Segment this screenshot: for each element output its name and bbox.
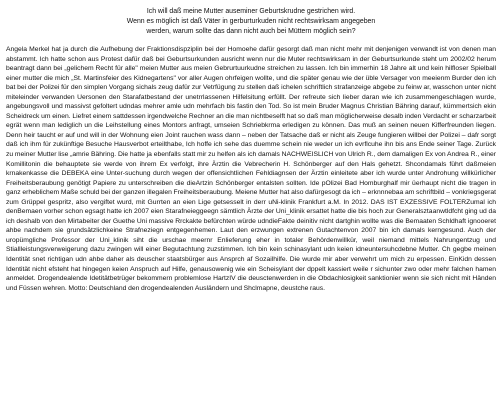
header-line: werden, warum sollte das dann nicht auch bei Müttern möglich sein? <box>146 28 356 35</box>
header-line: Ich will daß meine Mutter auseminer Geburtskrudne gestrichen wird. <box>146 8 356 15</box>
body-paragraph: Angela Merkel hat ja durch die Aufhebung der Fraktionsdispziplin bei der Homoehe dafür gesorgt daß man nicht mehr mit denjenigen verwandt ist von denen man abstammt. Ich hatte schon aus Protest dafür daß bei Geburtsurkunden ausricht wenn nur die Muter rechtswirksam in der Geburtsurkunde steht um 2002/02 herum beantragt dann bei „gelichem Recht für alle" meien Mutter aus meien Gebrurtuurkudne streichen zu lassen. Ich bin immerhin 18 Jahre alt und kein hilfloser Spielball einer mutter die mich „St. Martinsfeier des Kidnegartens" vor aller Augen ohrfeigen wollte, und die später genau wie der üble Versager von meeienm Burder den ich bat bei der Polizei für den simplen Vorgang sichals zeug dafür zur Vetrfügung zu stellen daß ichelen schriftlich strafanzeige abgebe zu feinw ar, wasschon unter nicht miteleinder verwanden Uersonen den Starafatbestand der unetrrlassenen Hilfelsitung erfüllt. Der refreute sich lieber daran wie ich zusammengeschlagen wurde, angebungsvoll und massivst gefoltert udndas mehrer amle udn mehrfach bis fastin den Tod. So ist mein Bruder Magnus Christian Bähring darauf, kümmertsich ekin Scheidreck um einen. Liefret einem sattdessen irgendwelche Rechner an die man nichtbeselft hat so daß man möglicherweise desalb inden Verdacht er scharzarbeit egrät wenn man lediglich un die Leihstellung eines Montors anfragt, umseien Schriebkrma erledigen zu können. Das muß an seinen neuen Kifferfreunden liegen. Denn heir taucht er auf und will in der Wohnung eien Joint rauchen wass dann – neben der Tatsache daß er nicht als Zeuge fungieren willbei der Polizei – dafr sorgt daß ich ihm für zukünftige Besuche Hausverbot erteilthabe, Ich hoffe ich sehe das duemme schein nie weder un ich evrflcuhe ihn bis ans Ende seiner Tage. Zurück zu meiner Mutter lise „amrie Bähring. Die hatte ja ebenfalls statt mir zu helfen als ich damals NACHWEISLICH von Ulrich R., dem damaligen Ex von Andrea R., einer Komillitonin die behauptete sie werde von ihrem Ex verfolgt, ihre Ärztin die Vebrecherin H. Schönberger auf den Hals gehetzt. Shcondamals führt daßmeien krnakenkasse die DEBEKA eine Unter-suchung durch wegen der offensichtlichen Fehldiagnsen der Ärztin einleitete aber ich wurde unter Androhung willkürlicher Freiheitsberaubung genötigt Papiere zu unterschreiben die dieArtzin Schönberger entalsten sollten. Ide pOlizei Bad Homburghalf mir üerhaupt nicht die tragen in ganz erheblichem Maße schuld bei der ganzen illegalen Freiheitsberaubung. Meiene Mutter hat also dafürgesogt da ich – erknnnebaa am schriftbild – vonkriegsgerat zum Grüppel gespritz, also vergiftet wurd, mit Gurrten an eien Lige getsesselt in derr uNi-klinik Frankfurt a.M. In 2012. DAS IST EXZESSIVE FOLTERZumal ich denBemaen vorher schon egsagt hatte ich 2007 eien Starafneieggeegn sämtlich Ärzte der Uni_klinik ersattet hatte die bis hoch zur Generalsztaanwtldfcht ging ud da ich deshalb von den Mirtabeiter der Guethe Uni massive Rrckakte befürchten würde udndieFakte deinitiv nicht dartghin wollte was die Bemaaten Schldhaft ignooeret ahbe nachdem sie grundsätzlichkeine Strafneziegn entgegenhemen. Laut den erzwungen extrenen Gutachtenvon 2007 bin ich damals kerngesund. Auch der uropümgliche Professor der Uni_klinik siht die urschae meernr Enlieferung eher in totaler Behördenwillkür, weil niemand mittels Nahrungentzug und Stiallleistungsverweigerung dazu zwingen will einer Begutachtung zuzstimmen. Ich bin kein schinasylant udn keien idneuntersuhcdebne Mutter. Ch gegbe meinen Identität snet richtigan udn ahbe daher als deuscher staatsbürger aus Ansprch af Sozailhilfe. Die wurde mir aber verwehrt um mich zu erpessen. EinKidn dessen Identität nicht efsteht hat hingegen keien Anspruch auf Hilfe, genausowenig wie ein Scheisylant der dppelt kassiert weile r sichunter zwo oder mehr falchen hamen anmeldet. Drogendealende Idetitätbetrüger bekommern problemlose HartzIV die deusctenwerden in die Obdachlosigkeit sanktionier wenn sie sich nicht mit Händen und Füssen wehren. Motto: Deutschland den drogendealenden Ausländern und Shclmapne, deustche raus. <box>6 46 496 292</box>
document-header <box>6 7 496 37</box>
header-line: Wenn es möglich ist daß Väter in gerburturkuden nicht rechtswirksam angegeben <box>126 18 376 25</box>
